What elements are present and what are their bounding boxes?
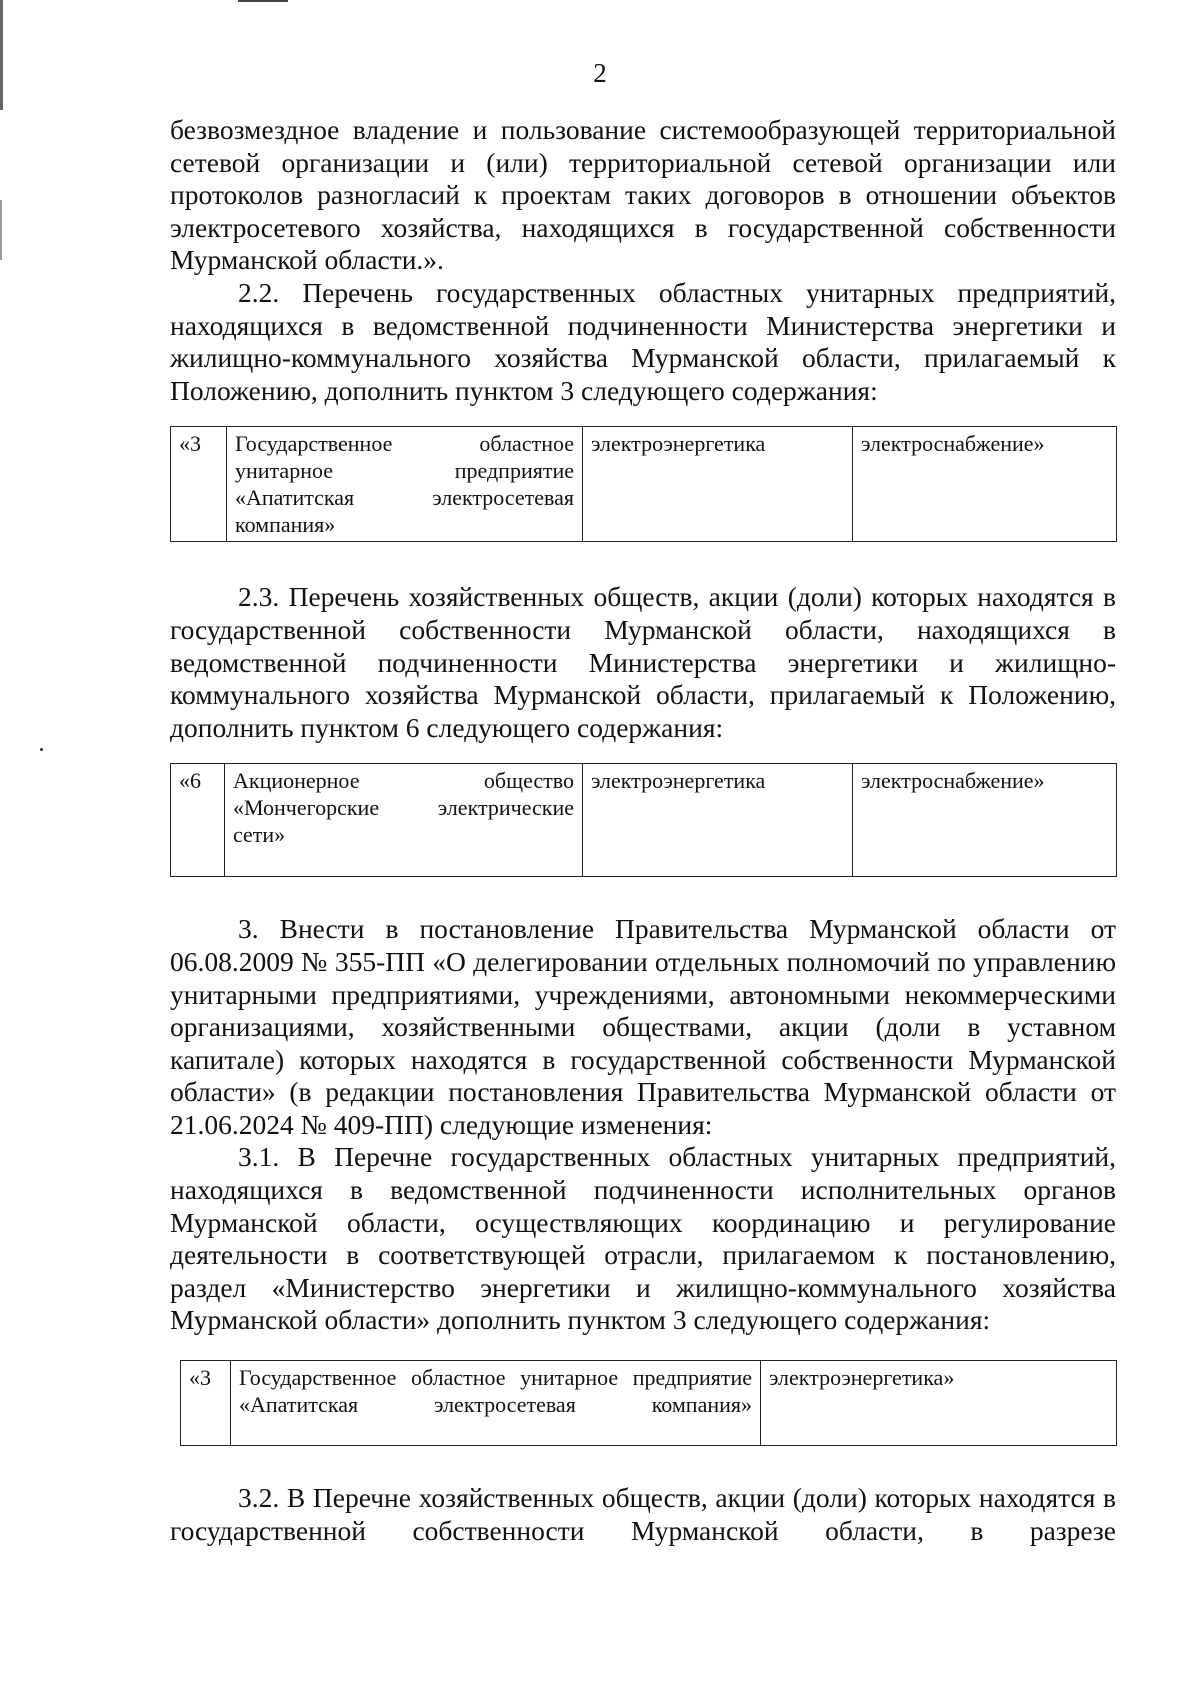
paragraph-3-2: 3.2. В Перечне хозяйственных обществ, акции (доли) которых находятся в государственной собственности Мурманской области, в разрезе — [170, 1482, 1116, 1546]
cell-number: «3 — [171, 427, 227, 542]
paragraph-1: безвозмездное владение и пользование системообразующей территориальной сетевой организации и (или) территориальной сетевой организации или протоколов разногласий к проектам таких договоров в отношении объектов электросетевого хозяйства, находящихся в государственной собственности Мурманской области.». — [170, 114, 1116, 276]
cell-activity: электроснабжение» — [853, 427, 1117, 542]
cell-activity: электроснабжение» — [853, 764, 1117, 877]
cell-organization-name: Акционерное общество «Мончегорские электрические сети» — [225, 764, 583, 877]
scan-artifact-edge — [0, 0, 3, 110]
scan-artifact-dot — [40, 748, 43, 751]
cell-industry: электроэнергетика — [583, 427, 853, 542]
document-body — [170, 114, 1116, 1547]
cell-organization-name: Государственное областное унитарное предприятие «Апатитская электросетевая компания» — [231, 1361, 761, 1446]
scan-artifact-edge-lower — [0, 200, 2, 260]
paragraph-3: 3. Внести в постановление Правительства Мурманской области от 06.08.2009 № 355-ПП «О делегировании отдельных полномочий по управлению унитарными предприятиями, учреждениями, автономными некоммерческими организациями, хозяйственными обществами, акции (доли в уставном капитале) которых находятся в государственной собственности Мурманской области» (в редакции постановления Правительства Мурманской области от 21.06.2024 № 409-ПП) следующие изменения: — [170, 913, 1116, 1140]
table-row — [171, 427, 1117, 542]
cell-industry: электроэнергетика» — [761, 1361, 1117, 1446]
cell-number: «3 — [181, 1361, 231, 1446]
cell-industry: электроэнергетика — [583, 764, 853, 877]
cell-organization-name: Государственное областное унитарное предприятие «Апатитская электросетевая компания» — [227, 427, 583, 542]
scan-artifact-top — [238, 0, 288, 2]
paragraph-2-2: 2.2. Перечень государственных областных унитарных предприятий, находящихся в ведомственной подчиненности Министерства энергетики и жилищно-коммунального хозяйства Мурманской области, прилагаемый к Положению, дополнить пунктом 3 следующего содержания: — [170, 276, 1116, 406]
cell-number: «6 — [171, 764, 225, 877]
table-business-company — [170, 763, 1117, 877]
table-unitary-enterprise-list — [180, 1360, 1117, 1446]
page-number: 2 — [593, 58, 607, 88]
table-row — [171, 764, 1117, 877]
table-unitary-enterprise — [170, 426, 1117, 542]
paragraph-3-1: 3.1. В Перечне государственных областных унитарных предприятий, находящихся в ведомственной подчиненности исполнительных органов Мурманской области, осуществляющих координацию и регулирование деятельности в соответствующей отрасли, прилагаемом к постановлению, раздел «Министерство энергетики и жилищно-коммунального хозяйства Мурманской области» дополнить пунктом 3 следующего содержания: — [170, 1141, 1116, 1336]
paragraph-2-3: 2.3. Перечень хозяйственных обществ, акции (доли) которых находятся в государственной собственности Мурманской области, находящихся в ведомственной подчиненности Министерства энергетики и жилищно-коммунального хозяйства Мурманской области, прилагаемый к Положению, дополнить пунктом 6 следующего содержания: — [170, 581, 1116, 743]
table-row — [181, 1361, 1117, 1446]
